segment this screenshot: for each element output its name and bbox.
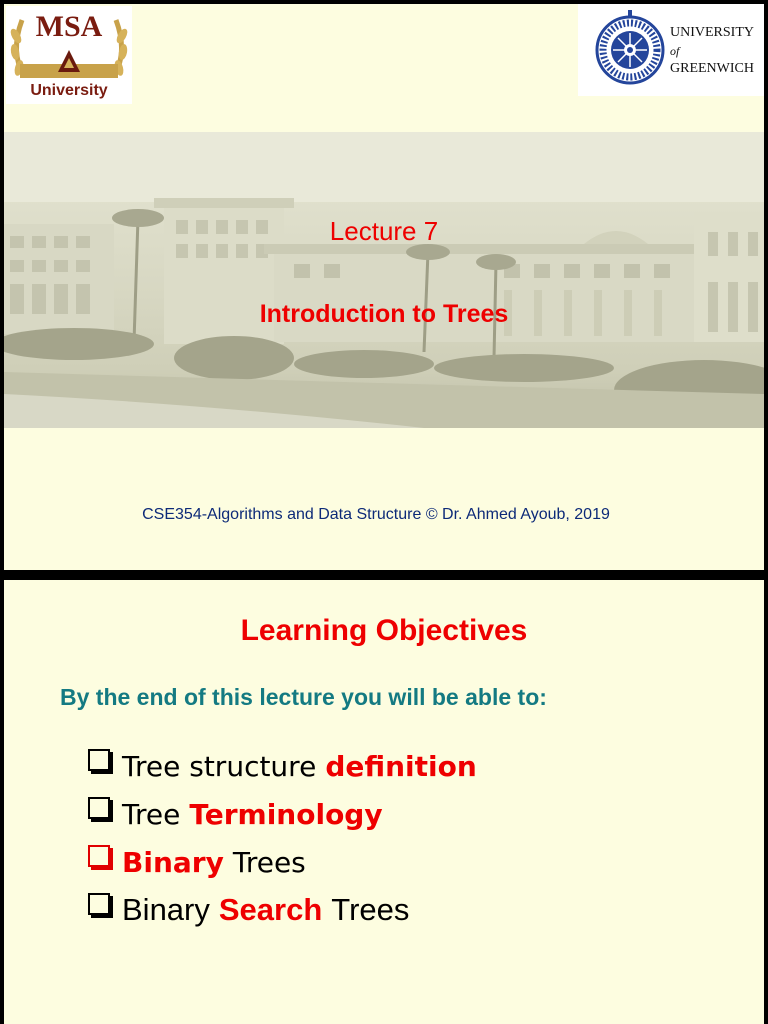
msa-university-logo	[6, 6, 132, 104]
greenwich-crest-icon	[578, 4, 668, 96]
greenwich-line-2: of	[670, 44, 680, 58]
msa-logo-subtitle: University	[30, 82, 108, 99]
objective-highlight: Search	[218, 892, 323, 927]
campus-photo-banner	[4, 132, 764, 428]
objective-text: Tree structure	[122, 749, 317, 783]
lecture-number: Lecture 7	[329, 216, 439, 246]
objective-item	[88, 838, 477, 886]
learning-objectives-slide	[4, 580, 764, 1024]
checkbox-bullet-icon	[88, 797, 110, 819]
campus-building-illustration	[4, 132, 764, 428]
greenwich-logo-text	[670, 24, 754, 78]
checkbox-bullet-icon	[88, 845, 110, 867]
slide-title: Learning Objectives	[240, 614, 528, 647]
checkbox-bullet-icon	[88, 893, 110, 915]
greenwich-university-logo	[578, 4, 764, 96]
objective-highlight: Terminology	[189, 797, 383, 831]
objective-item	[88, 790, 477, 838]
objectives-list	[88, 742, 477, 934]
title-slide	[4, 4, 764, 570]
msa-logo-word: MSA	[35, 10, 103, 43]
objectives-intro: By the end of this lecture you will be able to:	[60, 684, 547, 710]
objective-highlight: definition	[325, 749, 477, 783]
objective-text: Binary	[122, 892, 210, 927]
greenwich-line-1: UNIVERSITY	[670, 25, 754, 40]
lecture-title: Introduction to Trees	[259, 300, 509, 328]
objective-item	[88, 742, 477, 790]
greenwich-line-3: GREENWICH	[670, 61, 754, 76]
objective-item	[88, 886, 477, 934]
objective-text: Trees	[232, 845, 306, 879]
course-footer: CSE354-Algorithms and Data Structure © Dr. Ahmed Ayoub, 2019	[142, 506, 610, 523]
checkbox-bullet-icon	[88, 749, 110, 771]
objective-highlight: Binary	[122, 845, 224, 879]
objective-text-after: Trees	[331, 892, 410, 927]
objective-text: Tree	[122, 797, 181, 831]
